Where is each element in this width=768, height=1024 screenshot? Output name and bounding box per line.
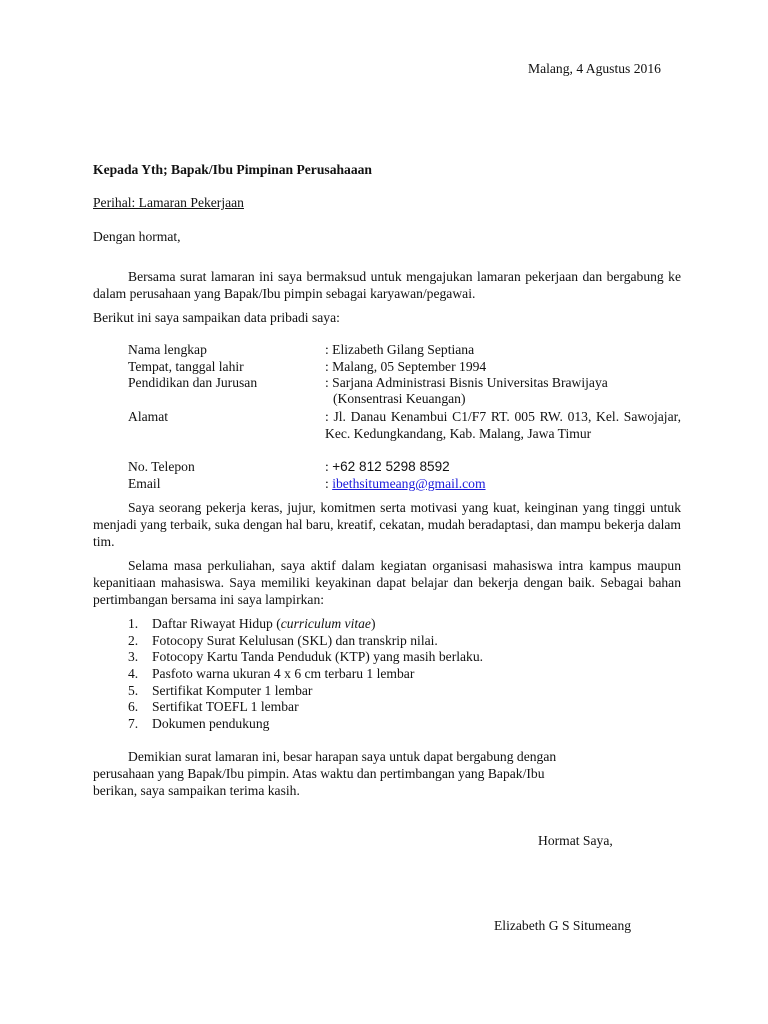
list-item-number: 2. [128,633,139,648]
education-label: Pendidikan dan Jurusan [128,375,258,390]
name-label: Nama lengkap [128,342,207,357]
education-value: : Sarjana Administrasi Bisnis Universitas Brawijaya [325,375,608,390]
paragraph-qualities: Saya seorang pekerja keras, jujur, komitmen serta motivasi yang kuat, keinginan yang tinggi untuk menjadi yang terbaik, suka dengan hal baru, kreatif, cekatan, mudah beradaptasi, dan mampu bekerja dalam tim. [93,500,681,549]
list-item: Pasfoto warna ukuran 4 x 6 cm terbaru 1 lembar [152,666,415,681]
list-item-number: 1. [128,616,139,631]
list-item-suffix: ) [370,616,376,631]
closing-line-2: perusahaan yang Bapak/Ibu pimpin. Atas waktu dan pertimbangan yang Bapak/Ibu [93,766,545,781]
list-item-number: 6. [128,699,139,714]
list-item: Sertifikat TOEFL 1 lembar [152,699,299,714]
list-item: Sertifikat Komputer 1 lembar [152,683,313,698]
email-link[interactable]: ibethsitumeang@gmail.com [332,476,486,491]
data-intro: Berikut ini saya sampaikan data pribadi saya: [93,310,340,325]
paragraph-experience: Selama masa perkuliahan, saya aktif dalam kegiatan organisasi mahasiswa intra kampus maupun kepanitiaan mahasiswa. Saya memiliki keyakinan dapat belajar dan bekerja dengan baik. Sebagai bahan pertimbangan bersama ini saya lampirkan: [93,558,681,607]
list-item: Fotocopy Surat Kelulusan (SKL) dan transkrip nilai. [152,633,438,648]
list-item: Dokumen pendukung [152,716,270,731]
recipient-line: Kepada Yth; Bapak/Ibu Pimpinan Perusahaaan [93,162,372,177]
email-colon: : [325,476,329,491]
list-item-italic: curriculum vitae [280,616,371,631]
list-item [152,616,376,633]
phone-value-row [325,459,450,476]
email-value-row [325,476,486,493]
phone-value: +62 812 5298 8592 [332,459,450,474]
closing-line-3: berikan, saya sampaikan terima kasih. [93,783,300,798]
subject-line: Perihal: Lamaran Pekerjaan [93,195,244,210]
birth-label: Tempat, tanggal lahir [128,359,244,374]
intro-paragraph: Bersama surat lamaran ini saya bermaksud untuk mengajukan lamaran pekerjaan dan bergabung ke dalam perusahaan yang Bapak/Ibu pimpin sebagai karyawan/pegawai. [93,269,681,301]
name-value: : Elizabeth Gilang Septiana [325,342,475,357]
list-item-number: 7. [128,716,139,731]
education-value-concentration: (Konsentrasi Keuangan) [333,391,466,406]
address-value: : Jl. Danau Kenambui C1/F7 RT. 005 RW. 013, Kel. Sawojajar, Kec. Kedungkandang, Kab. Malang, Jawa Timur [325,409,681,441]
letter-date: Malang, 4 Agustus 2016 [528,61,661,76]
list-item-text: Daftar Riwayat Hidup ( [152,616,281,631]
signature-name: Elizabeth G S Situmeang [494,918,632,933]
phone-colon: : [325,459,329,474]
address-label: Alamat [128,409,169,424]
salutation: Dengan hormat, [93,229,181,244]
sign-off: Hormat Saya, [538,833,613,848]
closing-line-1: Demikian surat lamaran ini, besar harapan saya untuk dapat bergabung dengan [128,749,557,764]
phone-label: No. Telepon [128,459,195,474]
list-item-number: 3. [128,649,139,664]
list-item: Fotocopy Kartu Tanda Penduduk (KTP) yang masih berlaku. [152,649,484,664]
email-label: Email [128,476,161,491]
birth-value: : Malang, 05 September 1994 [325,359,487,374]
list-item-number: 4. [128,666,139,681]
list-item-number: 5. [128,683,139,698]
